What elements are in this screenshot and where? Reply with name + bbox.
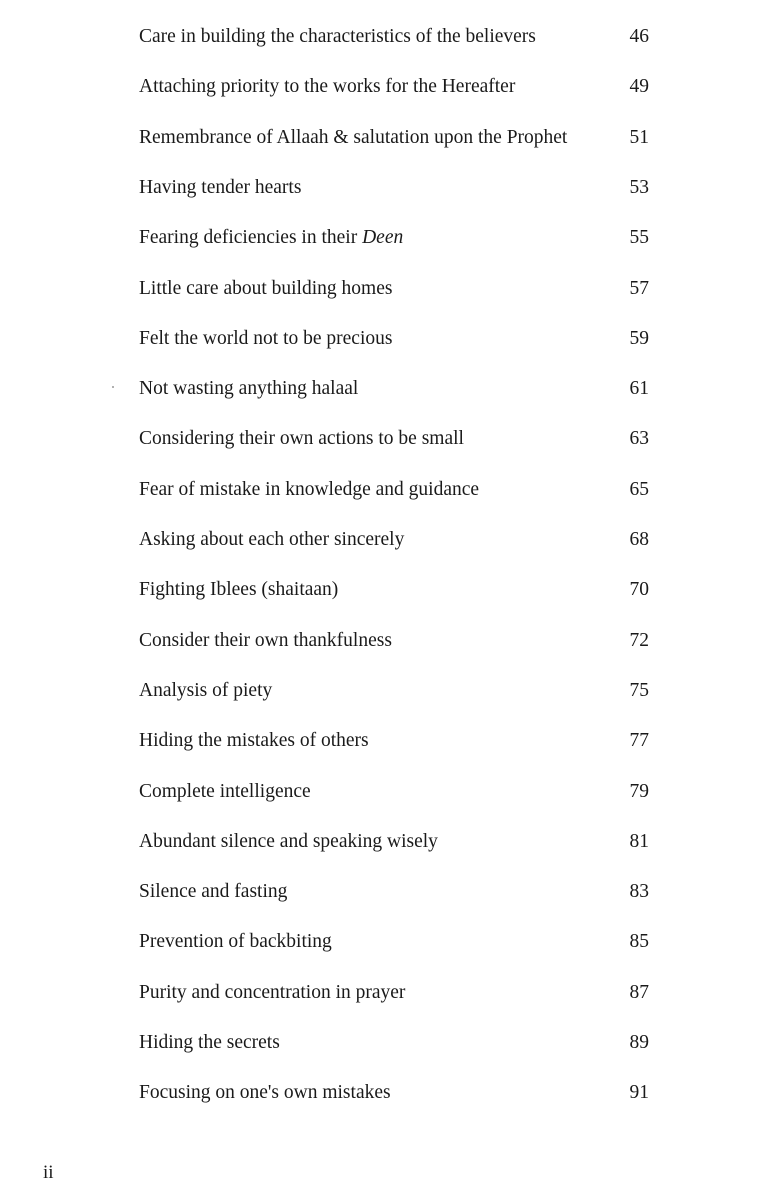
toc-entry <box>139 626 649 656</box>
toc-entry <box>139 575 649 605</box>
toc-entry-title-italic: Deen <box>362 227 404 248</box>
toc-entry-page: 49 <box>629 76 649 97</box>
toc-entry-page: 91 <box>629 1082 649 1103</box>
toc-entry <box>139 1028 649 1058</box>
toc-entry-page: 79 <box>629 781 649 802</box>
toc-entry-title: Analysis of piety <box>139 680 273 701</box>
toc-entry-page: 65 <box>629 479 649 500</box>
toc-entry-title: Complete intelligence <box>139 781 311 802</box>
toc-entry <box>139 1078 649 1108</box>
toc-entry-title: Considering their own actions to be small <box>139 428 464 449</box>
toc-entry-page: 85 <box>629 931 649 952</box>
toc-entry-page: 77 <box>629 730 649 751</box>
toc-entry-title: Little care about building homes <box>139 278 393 299</box>
toc-entry <box>139 927 649 957</box>
toc-entry-title: Remembrance of Allaah & salutation upon the Prophet <box>139 127 568 148</box>
toc-entry-title: Care in building the characteristics of the believers <box>139 26 536 47</box>
toc-entry-page: 81 <box>629 831 649 852</box>
toc-entry-title: Purity and concentration in prayer <box>139 982 406 1003</box>
toc-entry <box>139 324 649 354</box>
toc-entry <box>139 877 649 907</box>
toc-entry-page: 89 <box>629 1032 649 1053</box>
toc-entry-page: 46 <box>629 26 649 47</box>
toc-entry-title: Silence and fasting <box>139 881 288 902</box>
toc-entry-title: Felt the world not to be precious <box>139 328 393 349</box>
toc-entry-title-text: Fearing deficiencies in their <box>139 227 363 248</box>
toc-entry <box>139 978 649 1008</box>
toc-entry-title <box>139 223 403 253</box>
toc-entry-title: Fear of mistake in knowledge and guidance <box>139 479 480 500</box>
toc-entry <box>139 223 649 253</box>
toc-entry-page: 53 <box>629 177 649 198</box>
toc-entry-title: Fighting Iblees (shaitaan) <box>139 579 339 600</box>
toc-entry-page: 61 <box>629 378 649 399</box>
toc-entry-title: Hiding the secrets <box>139 1032 280 1053</box>
toc-entry-page: 57 <box>629 278 649 299</box>
toc-entry-title: Focusing on one's own mistakes <box>139 1082 391 1103</box>
toc-entry <box>139 123 649 153</box>
scan-speck <box>112 386 114 388</box>
toc-entry-title: Hiding the mistakes of others <box>139 730 369 751</box>
toc-entry-page: 72 <box>629 630 649 651</box>
toc-entry <box>139 374 649 404</box>
toc-entry <box>139 22 649 52</box>
toc-entry-page: 51 <box>629 127 649 148</box>
toc-entry <box>139 72 649 102</box>
toc-entry-page: 70 <box>629 579 649 600</box>
toc-entry-page: 75 <box>629 680 649 701</box>
toc-entry <box>139 525 649 555</box>
toc-entry-page: 87 <box>629 982 649 1003</box>
page-number: ii <box>43 1162 54 1183</box>
toc-entry-title: Prevention of backbiting <box>139 931 332 952</box>
toc-entry <box>139 726 649 756</box>
toc-entry <box>139 475 649 505</box>
toc-entry-page: 63 <box>629 428 649 449</box>
toc-entry <box>139 274 649 304</box>
toc-entry-title: Not wasting anything halaal <box>139 378 359 399</box>
toc-entry <box>139 827 649 857</box>
toc-entry-page: 83 <box>629 881 649 902</box>
toc-entry-title: Abundant silence and speaking wisely <box>139 831 438 852</box>
toc-entry-title: Consider their own thankfulness <box>139 630 392 651</box>
toc-entry-title: Attaching priority to the works for the Hereafter <box>139 76 516 97</box>
toc-entry <box>139 777 649 807</box>
toc-entry-title: Having tender hearts <box>139 177 302 198</box>
toc-entry <box>139 424 649 454</box>
toc-entry-page: 68 <box>629 529 649 550</box>
toc-entry-page: 55 <box>629 227 649 248</box>
toc-entry-title: Asking about each other sincerely <box>139 529 405 550</box>
toc-entry <box>139 676 649 706</box>
toc-entry-page: 59 <box>629 328 649 349</box>
toc-entry <box>139 173 649 203</box>
